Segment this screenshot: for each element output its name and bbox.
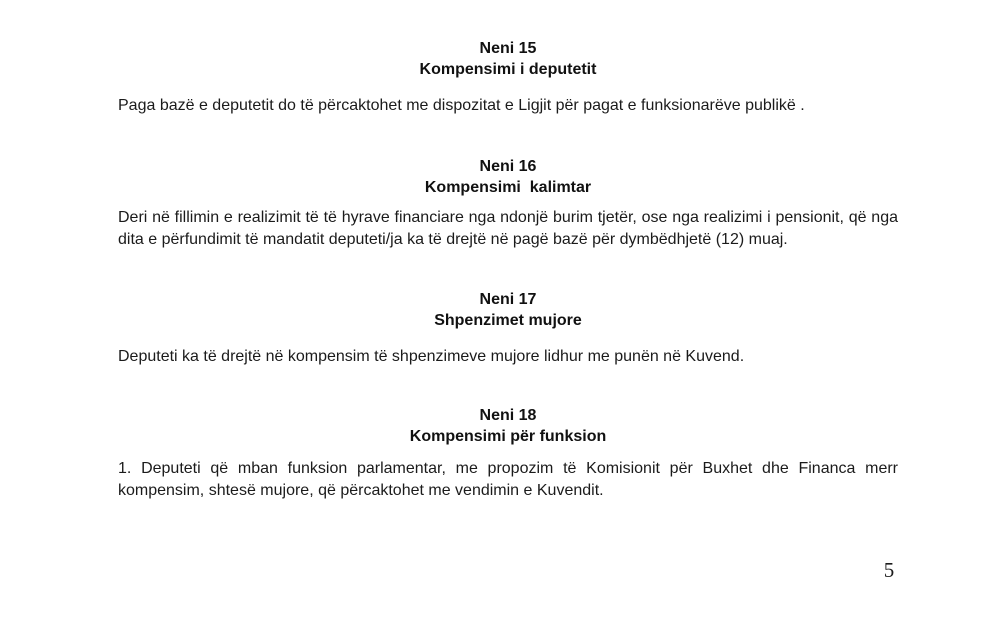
section-heading bbox=[118, 38, 898, 80]
section-neni-15 bbox=[118, 38, 898, 117]
section-neni-17 bbox=[118, 289, 898, 368]
article-number: Neni 17 bbox=[479, 291, 537, 308]
article-paragraph: Deputeti ka të drejtë në kompensim të shpenzimeve mujore lidhur me punën në Kuvend. bbox=[118, 348, 745, 365]
article-number: Neni 16 bbox=[479, 158, 537, 175]
text-column bbox=[0, 38, 987, 502]
article-paragraph: Deri në fillimin e realizimit të të hyrave financiare nga ndonjë burim tjetër, ose nga realizimi i pensionit, që nga dita e përfundimit të mandatit deputeti/ja ka të drejtë në pagë bazë për dymbëdhjetë (12) muaj. bbox=[118, 209, 903, 248]
article-paragraph: 1. Deputeti që mban funksion parlamentar, me propozim të Komisionit për Buxhet dhe Financa merr kompensim, shtesë mujore, që përcaktohet me vendimin e Kuvendit. bbox=[118, 460, 903, 499]
article-number: Neni 18 bbox=[479, 407, 537, 424]
article-title: Kompensimi kalimtar bbox=[424, 179, 592, 196]
article-title: Kompensimi i deputetit bbox=[419, 61, 597, 78]
article-paragraph: Paga bazë e deputetit do të përcaktohet me dispozitat e Ligjit për pagat e funksionarëve publikë . bbox=[118, 97, 805, 114]
section-neni-18 bbox=[118, 405, 903, 502]
page-number: 5 bbox=[883, 558, 895, 582]
article-number: Neni 15 bbox=[479, 40, 537, 57]
section-heading bbox=[118, 156, 898, 198]
section-heading bbox=[118, 405, 898, 447]
article-title: Shpenzimet mujore bbox=[434, 312, 582, 329]
section-heading bbox=[118, 289, 898, 331]
article-title: Kompensimi për funksion bbox=[409, 428, 607, 445]
section-neni-16 bbox=[118, 156, 903, 251]
